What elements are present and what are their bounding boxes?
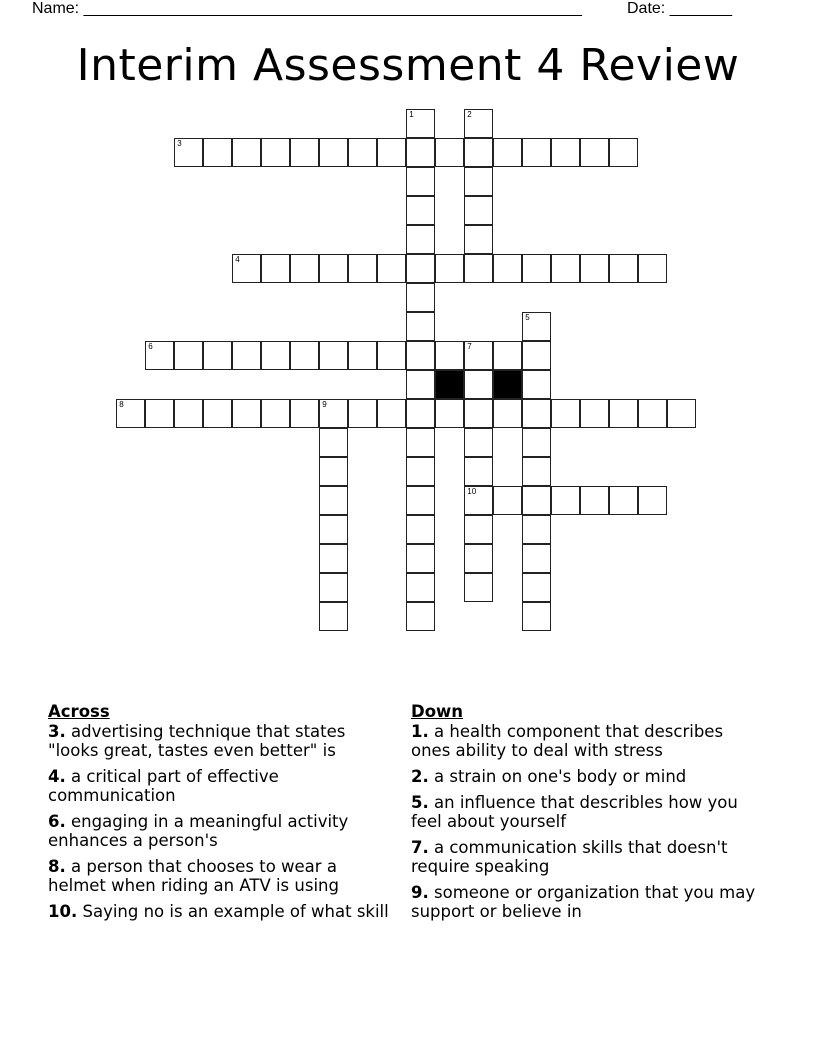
- grid-cell[interactable]: [464, 457, 493, 486]
- cell-number: 4: [235, 255, 240, 265]
- grid-cell[interactable]: [522, 138, 551, 167]
- clue-text: a health component that describes ones ability to deal with stress: [411, 722, 724, 760]
- grid-cell[interactable]: [261, 399, 290, 428]
- grid-cell[interactable]: [464, 515, 493, 544]
- grid-cell[interactable]: [261, 138, 290, 167]
- cell-number: 2: [467, 110, 472, 120]
- grid-cell[interactable]: [522, 544, 551, 573]
- clue-text: advertising technique that states "looks great, tastes even better" is: [48, 722, 346, 760]
- grid-cell[interactable]: [406, 370, 435, 399]
- clue-item: [411, 793, 761, 831]
- grid-cell[interactable]: [464, 573, 493, 602]
- cell-number: 8: [119, 400, 124, 410]
- clue-item: [48, 812, 393, 850]
- grid-cell[interactable]: [406, 138, 435, 167]
- grid-cell[interactable]: [406, 544, 435, 573]
- grid-cell[interactable]: [319, 254, 348, 283]
- grid-cell[interactable]: [319, 428, 348, 457]
- grid-cell[interactable]: [609, 254, 638, 283]
- grid-cell[interactable]: [464, 486, 493, 515]
- grid-cell[interactable]: [232, 138, 261, 167]
- grid-cell[interactable]: [435, 254, 464, 283]
- grid-cell[interactable]: [348, 138, 377, 167]
- grid-cell[interactable]: [580, 486, 609, 515]
- grid-cell[interactable]: [522, 254, 551, 283]
- grid-cell[interactable]: [406, 109, 435, 138]
- page-title: Interim Assessment 4 Review: [76, 40, 740, 91]
- cell-number: 9: [322, 400, 327, 410]
- clue-text: a communication skills that doesn't require speaking: [411, 838, 728, 876]
- grid-cell[interactable]: [464, 225, 493, 254]
- down-clues: [411, 702, 761, 928]
- grid-cell[interactable]: [522, 428, 551, 457]
- clue-number: 5.: [411, 793, 429, 812]
- across-clues: [48, 702, 393, 928]
- clue-text: a person that chooses to wear a helmet when riding an ATV is using: [48, 857, 339, 895]
- grid-cell[interactable]: [348, 341, 377, 370]
- clue-item: [411, 883, 761, 921]
- clue-text: a critical part of effective communication: [48, 767, 279, 805]
- grid-cell[interactable]: [406, 428, 435, 457]
- grid-cell[interactable]: [203, 138, 232, 167]
- clue-item: [411, 767, 761, 786]
- grid-cell[interactable]: [435, 341, 464, 370]
- clue-number: 3.: [48, 722, 66, 741]
- grid-cell[interactable]: [435, 138, 464, 167]
- grid-cell[interactable]: [638, 254, 667, 283]
- grid-cell[interactable]: [406, 196, 435, 225]
- grid-cell[interactable]: [406, 399, 435, 428]
- clue-text: a strain on one's body or mind: [434, 767, 687, 786]
- grid-cell[interactable]: [319, 399, 348, 428]
- grid-cell[interactable]: [406, 167, 435, 196]
- grid-cell[interactable]: [406, 515, 435, 544]
- grid-cell[interactable]: [522, 602, 551, 631]
- cell-number: 3: [177, 139, 182, 149]
- grid-cell[interactable]: [319, 515, 348, 544]
- grid-cell[interactable]: [551, 486, 580, 515]
- grid-cell[interactable]: [203, 341, 232, 370]
- grid-cell[interactable]: [464, 428, 493, 457]
- clue-text: engaging in a meaningful activity enhances a person's: [48, 812, 349, 850]
- grid-cell[interactable]: [464, 196, 493, 225]
- clue-text: Saying no is an example of what skill: [82, 902, 389, 921]
- clue-text: an influence that describles how you feel about yourself: [411, 793, 738, 831]
- grid-cell[interactable]: [551, 138, 580, 167]
- grid-cell[interactable]: [464, 341, 493, 370]
- grid-cell[interactable]: [319, 544, 348, 573]
- clue-number: 1.: [411, 722, 429, 741]
- grid-cell[interactable]: [522, 573, 551, 602]
- grid-cell[interactable]: [406, 283, 435, 312]
- grid-cell[interactable]: [174, 138, 203, 167]
- grid-cell[interactable]: [290, 138, 319, 167]
- grid-cell[interactable]: [232, 399, 261, 428]
- grid-cell[interactable]: [406, 486, 435, 515]
- grid-cell[interactable]: [464, 138, 493, 167]
- cell-number: 1: [409, 110, 414, 120]
- grid-cell[interactable]: [319, 486, 348, 515]
- grid-cell[interactable]: [464, 254, 493, 283]
- grid-cell[interactable]: [406, 573, 435, 602]
- grid-cell[interactable]: [493, 254, 522, 283]
- grid-cell[interactable]: [522, 515, 551, 544]
- grid-cell[interactable]: [319, 457, 348, 486]
- clue-item: [48, 767, 393, 805]
- grid-cell[interactable]: [580, 254, 609, 283]
- grid-cell[interactable]: [319, 341, 348, 370]
- cell-number: 7: [467, 342, 472, 352]
- grid-cell[interactable]: [522, 312, 551, 341]
- clue-number: 8.: [48, 857, 66, 876]
- grid-cell[interactable]: [522, 399, 551, 428]
- grid-cell[interactable]: [522, 457, 551, 486]
- grid-cell[interactable]: [609, 138, 638, 167]
- clue-item: [411, 722, 761, 760]
- grid-cell[interactable]: [406, 602, 435, 631]
- grid-cell[interactable]: [377, 399, 406, 428]
- across-heading: Across: [48, 702, 110, 721]
- grid-cell[interactable]: [290, 254, 319, 283]
- grid-cell[interactable]: [551, 254, 580, 283]
- clue-number: 4.: [48, 767, 66, 786]
- date-field-label: Date: _______: [627, 0, 732, 17]
- grid-cell[interactable]: [464, 167, 493, 196]
- grid-cell[interactable]: [435, 399, 464, 428]
- grid-cell[interactable]: [145, 399, 174, 428]
- grid-cell[interactable]: [319, 573, 348, 602]
- grid-cell[interactable]: [232, 254, 261, 283]
- grid-cell[interactable]: [464, 109, 493, 138]
- grid-cell[interactable]: [406, 254, 435, 283]
- grid-cell[interactable]: [493, 399, 522, 428]
- clue-number: 10.: [48, 902, 78, 921]
- grid-cell[interactable]: [551, 399, 580, 428]
- grid-cell[interactable]: [638, 399, 667, 428]
- grid-cell[interactable]: [609, 486, 638, 515]
- grid-cell[interactable]: [493, 486, 522, 515]
- clue-item: [48, 722, 393, 760]
- grid-cell[interactable]: [493, 341, 522, 370]
- down-heading: Down: [411, 702, 464, 721]
- grid-cell[interactable]: [290, 341, 319, 370]
- clue-item: [48, 902, 393, 921]
- black-cell: [493, 370, 522, 399]
- grid-cell[interactable]: [174, 399, 203, 428]
- grid-cell[interactable]: [580, 399, 609, 428]
- grid-cell[interactable]: [377, 341, 406, 370]
- grid-cell[interactable]: [522, 370, 551, 399]
- grid-cell[interactable]: [203, 399, 232, 428]
- grid-cell[interactable]: [406, 312, 435, 341]
- grid-cell[interactable]: [522, 486, 551, 515]
- grid-cell[interactable]: [464, 370, 493, 399]
- grid-cell[interactable]: [348, 254, 377, 283]
- grid-cell[interactable]: [609, 399, 638, 428]
- grid-cell[interactable]: [377, 138, 406, 167]
- grid-cell[interactable]: [638, 486, 667, 515]
- grid-cell[interactable]: [522, 341, 551, 370]
- grid-cell[interactable]: [290, 399, 319, 428]
- grid-cell[interactable]: [145, 341, 174, 370]
- grid-cell[interactable]: [174, 341, 203, 370]
- grid-cell[interactable]: [406, 457, 435, 486]
- grid-cell[interactable]: [261, 254, 290, 283]
- clue-text: someone or organization that you may support or believe in: [411, 883, 756, 921]
- black-cell: [435, 370, 464, 399]
- cell-number: 10: [467, 487, 477, 497]
- grid-cell[interactable]: [406, 341, 435, 370]
- grid-cell[interactable]: [319, 602, 348, 631]
- clue-item: [411, 838, 761, 876]
- grid-cell[interactable]: [319, 138, 348, 167]
- clue-number: 6.: [48, 812, 66, 831]
- clue-number: 9.: [411, 883, 429, 902]
- clue-item: [48, 857, 393, 895]
- grid-cell[interactable]: [406, 225, 435, 254]
- cell-number: 5: [525, 313, 530, 323]
- grid-cell[interactable]: [261, 341, 290, 370]
- clue-number: 2.: [411, 767, 429, 786]
- grid-cell[interactable]: [667, 399, 696, 428]
- grid-cell[interactable]: [580, 138, 609, 167]
- grid-cell[interactable]: [348, 399, 377, 428]
- grid-cell[interactable]: [232, 341, 261, 370]
- clue-number: 7.: [411, 838, 429, 857]
- cell-number: 6: [148, 342, 153, 352]
- grid-cell[interactable]: [116, 399, 145, 428]
- name-field-label: Name: ________________________________________________________: [32, 0, 582, 17]
- grid-cell[interactable]: [377, 254, 406, 283]
- grid-cell[interactable]: [464, 399, 493, 428]
- grid-cell[interactable]: [493, 138, 522, 167]
- grid-cell[interactable]: [464, 544, 493, 573]
